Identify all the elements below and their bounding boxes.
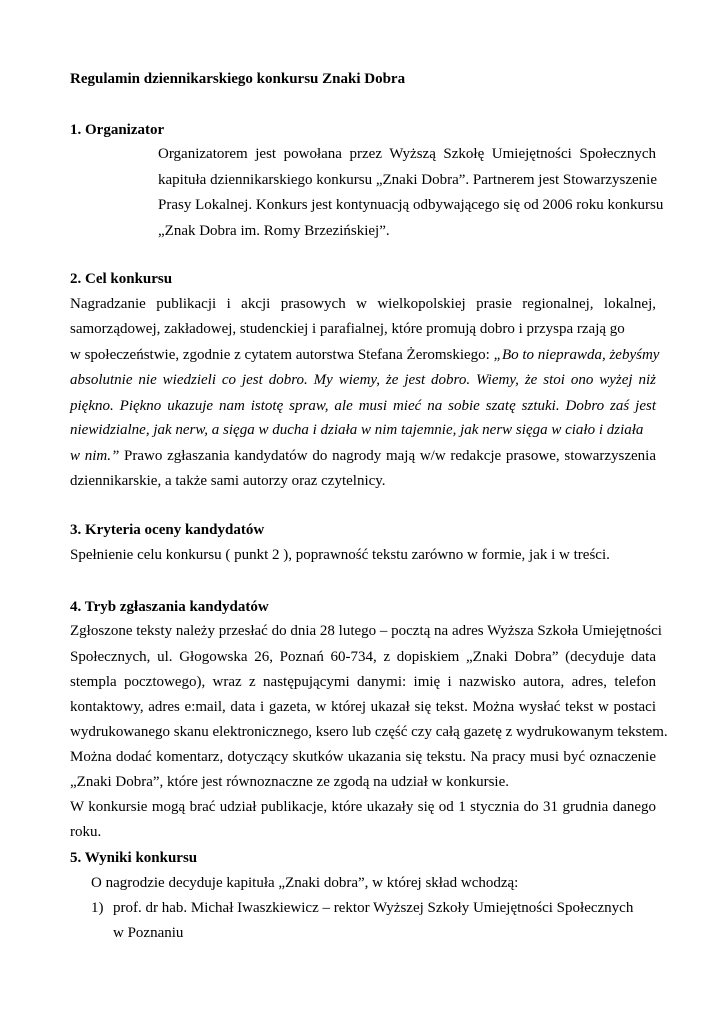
section-1-line: kapituła dziennikarskiego konkursu „Znaki Dobra”. Partnerem jest Stowarzyszenie <box>158 172 658 188</box>
section-4-line: „Znaki Dobra”, które jest równoznaczne ze zgodą na udział w konkursie. <box>70 774 509 790</box>
section-2-line <box>70 447 656 465</box>
zeromski-quote: „Bo to nieprawda, żebyśmy <box>493 347 660 363</box>
section-2-text: Prawo zgłaszania kandydatów do nagrody mają w/w redakcje prasowe, stowarzyszenia <box>119 448 656 464</box>
document-title: Regulamin dziennikarskiego konkursu Znaki Dobra <box>70 71 406 87</box>
section-4-heading: 4. Tryb zgłaszania kandydatów <box>70 599 269 615</box>
section-1-heading: 1. Organizator <box>70 122 165 138</box>
section-4-line: Można dodać komentarz, dotyczący skutków ukazania się tekstu. Na pracy musi być oznaczenie <box>70 749 656 765</box>
section-4-line: Społecznych, ul. Głogowska 26, Poznań 60-734, z dopiskiem „Znaki Dobra” (decyduje data <box>70 649 656 665</box>
section-3-heading: 3. Kryteria oceny kandydatów <box>70 522 265 538</box>
section-4-line: kontaktowy, adres e:mail, data i gazeta, w której ukazał się tekst. Można wysłać tekst w postaci <box>70 699 656 715</box>
list-item-number: 1) <box>91 900 104 916</box>
zeromski-quote: w nim.” <box>70 448 120 464</box>
section-1-line: Organizatorem jest powołana przez Wyższą Szkołę Umiejętności Społecznych <box>158 146 656 162</box>
section-2-line: Nagradzanie publikacji i akcji prasowych w wielkopolskiej prasie regionalnej, lokalnej, <box>70 296 656 312</box>
list-item-text: prof. dr hab. Michał Iwaszkiewicz – rektor Wyższej Szkoły Umiejętności Społecznych <box>113 900 634 916</box>
zeromski-quote-line: niewidzialne, jak nerw, a sięga w ducha i działa w nim tajemnie, jak nerw sięga w ciało i działa <box>70 422 644 438</box>
section-2-line: dziennikarskie, a także sami autorzy oraz czytelnicy. <box>70 473 386 489</box>
zeromski-quote-line: piękno. Piękno ukazuje nam istotę spraw, ale musi mieć na sobie szatę sztuki. Dobro zaś jest <box>70 398 656 414</box>
zeromski-quote-line: absolutnie nie wiedzieli co jest dobro. My wiemy, że jest dobro. Wiemy, że stoi ono wyżej niż <box>70 372 656 388</box>
section-2-heading: 2. Cel konkursu <box>70 271 173 287</box>
section-1-line: Prasy Lokalnej. Konkurs jest kontynuacją odbywającego się od 2006 roku konkursu <box>158 197 664 213</box>
section-2-line <box>70 346 660 364</box>
section-4-line: roku. <box>70 824 102 840</box>
section-4-line: wydrukowanego skanu elektronicznego, ksero lub część czy całą gazetę z wydrukowanym tekstem. <box>70 724 668 740</box>
section-1-line: „Znak Dobra im. Romy Brzezińskiej”. <box>158 223 390 239</box>
section-2-line: samorządowej, zakładowej, studenckiej i parafialnej, które promują dobro i przyspa rzają go <box>70 321 625 337</box>
section-3-line: Spełnienie celu konkursu ( punkt 2 ), poprawność tekstu zarówno w formie, jak i w treści. <box>70 547 610 563</box>
section-5-heading: 5. Wyniki konkursu <box>70 850 198 866</box>
section-4-line: stempla pocztowego), wraz z następującymi danymi: imię i nazwisko autora, adres, telefon <box>70 674 656 690</box>
section-2-text: w społeczeństwie, zgodnie z cytatem autorstwa Stefana Żeromskiego: <box>70 347 494 363</box>
list-item-text: w Poznaniu <box>113 925 184 941</box>
section-4-line: W konkursie mogą brać udział publikacje, które ukazały się od 1 stycznia do 31 grudnia danego <box>70 799 656 815</box>
section-5-intro: O nagrodzie decyduje kapituła „Znaki dobra”, w której skład wchodzą: <box>91 875 519 891</box>
section-4-line: Zgłoszone teksty należy przesłać do dnia 28 lutego – pocztą na adres Wyższa Szkoła Umiejętności <box>70 623 662 639</box>
